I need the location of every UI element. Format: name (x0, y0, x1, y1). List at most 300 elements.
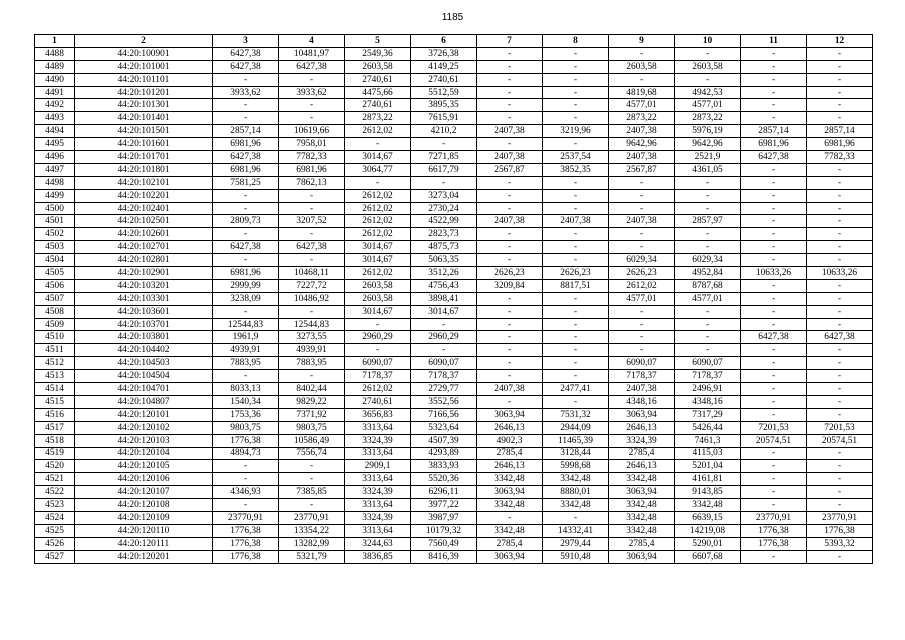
table-cell: 3014,67 (411, 305, 477, 318)
table-cell: 20574,51 (741, 434, 807, 447)
table-cell: 12544,83 (213, 318, 279, 331)
table-row (35, 550, 873, 563)
table-cell: - (477, 138, 543, 151)
table-cell: - (807, 473, 873, 486)
table-cell: 44:20:102201 (75, 189, 213, 202)
table-cell: - (345, 138, 411, 151)
table-row (35, 499, 873, 512)
table-cell: - (609, 47, 675, 60)
table-cell: - (609, 73, 675, 86)
table-cell: - (609, 318, 675, 331)
table-cell: - (543, 112, 609, 125)
table-cell: 2626,23 (609, 267, 675, 280)
table-cell: 6981,96 (741, 138, 807, 151)
table-cell: 4475,66 (345, 86, 411, 99)
table-cell: - (807, 99, 873, 112)
table-cell: 4526 (35, 537, 75, 550)
table-cell: 2407,38 (609, 215, 675, 228)
table-cell: - (675, 189, 741, 202)
table-cell: - (477, 189, 543, 202)
page-number: 1185 (441, 12, 464, 23)
table-cell: 2960,29 (345, 331, 411, 344)
table-cell: - (279, 189, 345, 202)
table-cell: 5520,36 (411, 473, 477, 486)
table-cell: 4939,91 (213, 344, 279, 357)
table-cell: 2823,73 (411, 228, 477, 241)
table-cell: 8402,44 (279, 383, 345, 396)
table-cell: 4515 (35, 395, 75, 408)
table-cell: 5998,68 (543, 460, 609, 473)
table-cell: 4502 (35, 228, 75, 241)
table-cell: 1776,38 (213, 524, 279, 537)
table-cell: - (807, 370, 873, 383)
table-cell: 4115,03 (675, 447, 741, 460)
table-row (35, 370, 873, 383)
column-header: 7 (477, 35, 543, 48)
table-cell: - (675, 318, 741, 331)
table-cell: 44:20:101701 (75, 151, 213, 164)
table-cell: 3128,44 (543, 447, 609, 460)
table-cell: 3552,56 (411, 395, 477, 408)
table-cell: - (411, 176, 477, 189)
table-cell: 6617,79 (411, 163, 477, 176)
table-cell: 7883,95 (279, 357, 345, 370)
table-cell: 5976,19 (675, 125, 741, 138)
table-cell: - (279, 460, 345, 473)
table-cell: 2740,61 (345, 99, 411, 112)
table-cell: 44:20:120103 (75, 434, 213, 447)
table-cell: 3313,64 (345, 473, 411, 486)
table-cell: - (741, 550, 807, 563)
table-cell: 44:20:102801 (75, 254, 213, 267)
table-cell: 44:20:101801 (75, 163, 213, 176)
table-cell: - (543, 176, 609, 189)
table-cell: 6981,96 (213, 267, 279, 280)
table-cell: - (543, 241, 609, 254)
table-row (35, 279, 873, 292)
table-cell: 2549,36 (345, 47, 411, 60)
table-cell: 4497 (35, 163, 75, 176)
table-cell: 4506 (35, 279, 75, 292)
table-cell: - (807, 112, 873, 125)
table-cell: 3512,26 (411, 267, 477, 280)
table-cell: 5063,35 (411, 254, 477, 267)
table-cell: 3064,77 (345, 163, 411, 176)
table-cell: 12544,83 (279, 318, 345, 331)
table-cell: 3342,48 (609, 473, 675, 486)
table-cell: - (675, 241, 741, 254)
table-row (35, 112, 873, 125)
table-cell: 6607,68 (675, 550, 741, 563)
table-cell: 4495 (35, 138, 75, 151)
table-cell: 2407,38 (477, 125, 543, 138)
table-cell: 4514 (35, 383, 75, 396)
table-cell: 2785,4 (609, 447, 675, 460)
table-cell: - (213, 202, 279, 215)
table-cell: 3898,41 (411, 292, 477, 305)
table-cell: 9803,75 (279, 421, 345, 434)
table-cell: - (543, 189, 609, 202)
table-cell: - (213, 254, 279, 267)
table-cell: 10633,26 (807, 267, 873, 280)
table-cell: - (741, 370, 807, 383)
table-cell: 3656,83 (345, 408, 411, 421)
table-cell: 1776,38 (741, 537, 807, 550)
table-cell: - (543, 292, 609, 305)
table-cell: 7178,37 (411, 370, 477, 383)
table-cell: 4522 (35, 486, 75, 499)
table-cell: - (741, 357, 807, 370)
table-cell: 3324,39 (345, 511, 411, 524)
table-row (35, 189, 873, 202)
table-cell: 4348,16 (609, 395, 675, 408)
table-row (35, 163, 873, 176)
table-cell: - (741, 86, 807, 99)
table-cell: 2785,4 (477, 447, 543, 460)
table-cell: 2626,23 (477, 267, 543, 280)
table-cell: 4902,3 (477, 434, 543, 447)
table-cell: 2857,14 (213, 125, 279, 138)
table-row (35, 241, 873, 254)
table-cell: - (279, 305, 345, 318)
table-cell: 4517 (35, 421, 75, 434)
table-cell: 4508 (35, 305, 75, 318)
table-cell: 6427,38 (741, 151, 807, 164)
table-cell: 1776,38 (807, 524, 873, 537)
column-header: 3 (213, 35, 279, 48)
table-cell: 3836,85 (345, 550, 411, 563)
table-cell: 6981,96 (213, 138, 279, 151)
table-cell: 2785,4 (609, 537, 675, 550)
table-cell: 10633,26 (741, 267, 807, 280)
table-cell: 2740,61 (411, 73, 477, 86)
table-cell: 44:20:101201 (75, 86, 213, 99)
column-header: 2 (75, 35, 213, 48)
table-cell: 3273,04 (411, 189, 477, 202)
table-cell: - (741, 176, 807, 189)
table-cell: 44:20:101101 (75, 73, 213, 86)
table-cell: 2567,87 (609, 163, 675, 176)
table-cell: 2612,02 (345, 189, 411, 202)
table-cell: 4507,39 (411, 434, 477, 447)
table-cell: 7581,25 (213, 176, 279, 189)
table-cell: 3273,55 (279, 331, 345, 344)
table-cell: 4894,73 (213, 447, 279, 460)
table-cell: 1776,38 (213, 537, 279, 550)
table-cell: - (279, 499, 345, 512)
table-cell: 44:20:103701 (75, 318, 213, 331)
table-cell: 4490 (35, 73, 75, 86)
table-cell: 2537,54 (543, 151, 609, 164)
table-cell: 4819,68 (609, 86, 675, 99)
table-cell: 7371,92 (279, 408, 345, 421)
table-cell: - (675, 47, 741, 60)
table-cell: - (807, 215, 873, 228)
table-cell: 2612,02 (345, 383, 411, 396)
table-cell: 2603,58 (345, 292, 411, 305)
table-cell: 7166,56 (411, 408, 477, 421)
table-cell: 2407,38 (609, 125, 675, 138)
table-cell: 2603,58 (675, 60, 741, 73)
table-cell: 4516 (35, 408, 75, 421)
table-cell: 3726,38 (411, 47, 477, 60)
table-cell: 10586,49 (279, 434, 345, 447)
table-row (35, 473, 873, 486)
table-row (35, 73, 873, 86)
table-cell: 10468,11 (279, 267, 345, 280)
table-cell: 3238,09 (213, 292, 279, 305)
table-cell: - (807, 202, 873, 215)
table-cell: - (279, 112, 345, 125)
table-cell: - (477, 241, 543, 254)
table-cell: 1753,36 (213, 408, 279, 421)
table-cell: 8880,01 (543, 486, 609, 499)
table-cell: 3313,64 (345, 447, 411, 460)
table-cell: - (807, 395, 873, 408)
table-cell: 4756,43 (411, 279, 477, 292)
table-cell: 4348,16 (675, 395, 741, 408)
table-cell: - (477, 176, 543, 189)
table-cell: 44:20:101001 (75, 60, 213, 73)
table-cell: 2785,4 (477, 537, 543, 550)
table-cell: 3313,64 (345, 421, 411, 434)
table-cell: - (675, 73, 741, 86)
table-cell: 44:20:102101 (75, 176, 213, 189)
table-cell: - (741, 305, 807, 318)
table-row (35, 47, 873, 60)
table-row (35, 408, 873, 421)
table-cell: - (741, 47, 807, 60)
table-cell: - (543, 47, 609, 60)
table-cell: 7201,53 (807, 421, 873, 434)
table-cell: - (279, 202, 345, 215)
table-cell: - (477, 344, 543, 357)
table-cell: 4505 (35, 267, 75, 280)
table-cell: 3342,48 (609, 524, 675, 537)
table-cell: 4577,01 (609, 99, 675, 112)
table-cell: 4346,93 (213, 486, 279, 499)
table-cell: - (609, 202, 675, 215)
table-cell: - (543, 344, 609, 357)
table-row (35, 292, 873, 305)
table-cell: 3342,48 (477, 473, 543, 486)
table-cell: 6090,07 (411, 357, 477, 370)
table-cell: 3207,52 (279, 215, 345, 228)
table-cell: 3014,67 (345, 254, 411, 267)
table-cell: - (477, 511, 543, 524)
table-cell: 2740,61 (345, 395, 411, 408)
table-cell: 5321,79 (279, 550, 345, 563)
table-cell: 4509 (35, 318, 75, 331)
table-cell: 2873,22 (675, 112, 741, 125)
table-cell: 14332,41 (543, 524, 609, 537)
table-cell: 20574,51 (807, 434, 873, 447)
table-cell: - (609, 331, 675, 344)
table-cell: - (675, 305, 741, 318)
table-cell: - (213, 99, 279, 112)
table-cell: 7862,13 (279, 176, 345, 189)
table-cell: 4521 (35, 473, 75, 486)
table-cell: 4496 (35, 151, 75, 164)
table-cell: 2603,58 (345, 60, 411, 73)
table-cell: - (741, 215, 807, 228)
table-cell: - (609, 305, 675, 318)
table-cell: 4149,25 (411, 60, 477, 73)
table-cell: - (609, 228, 675, 241)
table-cell: 44:20:102601 (75, 228, 213, 241)
table-cell: 6029,34 (609, 254, 675, 267)
table-cell: - (543, 202, 609, 215)
table-cell: 4293,89 (411, 447, 477, 460)
table-cell: 3063,94 (609, 550, 675, 563)
column-header: 9 (609, 35, 675, 48)
table-cell: 4527 (35, 550, 75, 563)
table-cell: 3933,62 (279, 86, 345, 99)
table-cell: 7461,3 (675, 434, 741, 447)
table-cell: 7531,32 (543, 408, 609, 421)
table-cell: - (807, 383, 873, 396)
table-cell: 4524 (35, 511, 75, 524)
table-cell: - (807, 241, 873, 254)
table-cell: 44:20:103201 (75, 279, 213, 292)
table-cell: - (345, 176, 411, 189)
table-cell: 1776,38 (213, 550, 279, 563)
table-cell: 44:20:104807 (75, 395, 213, 408)
column-header: 6 (411, 35, 477, 48)
table-cell: - (741, 189, 807, 202)
table-cell: 3852,35 (543, 163, 609, 176)
table-cell: - (741, 460, 807, 473)
table-cell: 7958,01 (279, 138, 345, 151)
table-cell: 23770,91 (741, 511, 807, 524)
table-cell: 44:20:120201 (75, 550, 213, 563)
table-row (35, 86, 873, 99)
table-cell: - (543, 86, 609, 99)
table-cell: - (675, 331, 741, 344)
table-cell: 4210,2 (411, 125, 477, 138)
table-cell: 6296,11 (411, 486, 477, 499)
table-cell: 2857,97 (675, 215, 741, 228)
table-cell: - (213, 499, 279, 512)
table-cell: 2612,02 (609, 279, 675, 292)
table-cell: 44:20:120111 (75, 537, 213, 550)
table-cell: - (543, 99, 609, 112)
table-cell: 3342,48 (543, 499, 609, 512)
table-cell: - (477, 254, 543, 267)
table-cell: 2979,44 (543, 537, 609, 550)
table-cell: 4577,01 (609, 292, 675, 305)
table-cell: 3342,48 (477, 499, 543, 512)
table-cell: - (279, 73, 345, 86)
table-cell: - (609, 176, 675, 189)
table-cell: 3063,94 (609, 486, 675, 499)
table-cell: - (741, 395, 807, 408)
table-cell: - (741, 383, 807, 396)
table-cell: - (807, 460, 873, 473)
table-cell: - (279, 99, 345, 112)
table-cell: - (213, 189, 279, 202)
table-cell: 3324,39 (345, 434, 411, 447)
table-cell: 44:20:101501 (75, 125, 213, 138)
table-cell: - (543, 370, 609, 383)
table-cell: 2960,29 (411, 331, 477, 344)
table-cell: 13282,99 (279, 537, 345, 550)
table-cell: - (807, 486, 873, 499)
table-cell: 3342,48 (609, 499, 675, 512)
table-cell: 2603,58 (345, 279, 411, 292)
table-cell: - (477, 202, 543, 215)
table-cell: - (807, 318, 873, 331)
table-cell: 1540,34 (213, 395, 279, 408)
header-row (35, 35, 873, 48)
table-cell: - (477, 112, 543, 125)
table-cell: 4522,99 (411, 215, 477, 228)
table-row (35, 215, 873, 228)
table-cell: 3987,97 (411, 511, 477, 524)
table-cell: 44:20:120101 (75, 408, 213, 421)
data-table (34, 34, 873, 564)
table-cell: 9642,96 (609, 138, 675, 151)
table-row (35, 60, 873, 73)
table-cell: 6090,07 (675, 357, 741, 370)
table-cell: - (807, 47, 873, 60)
table-cell: 5426,44 (675, 421, 741, 434)
table-cell: 4939,91 (279, 344, 345, 357)
table-cell: 7782,33 (279, 151, 345, 164)
table-cell: 4942,53 (675, 86, 741, 99)
table-cell: 2407,38 (609, 151, 675, 164)
table-cell: - (477, 292, 543, 305)
table-cell: - (675, 228, 741, 241)
table-cell: 2603,58 (609, 60, 675, 73)
table-cell: - (741, 318, 807, 331)
table-cell: - (741, 486, 807, 499)
table-cell: 3014,67 (345, 151, 411, 164)
table-cell: 4952,84 (675, 267, 741, 280)
table-cell: - (741, 163, 807, 176)
table-cell: 44:20:104701 (75, 383, 213, 396)
table-cell: 2944,09 (543, 421, 609, 434)
table-cell: 3895,35 (411, 99, 477, 112)
table-cell: - (741, 99, 807, 112)
table-cell: 44:20:101401 (75, 112, 213, 125)
table-cell: 44:20:120109 (75, 511, 213, 524)
table-cell: 4489 (35, 60, 75, 73)
table-cell: - (675, 202, 741, 215)
table-row (35, 357, 873, 370)
table-cell: 3313,64 (345, 524, 411, 537)
table-cell: 44:20:102501 (75, 215, 213, 228)
table-row (35, 460, 873, 473)
table-cell: 6427,38 (279, 60, 345, 73)
table-cell: - (345, 344, 411, 357)
table-cell: 4500 (35, 202, 75, 215)
table-body (35, 47, 873, 563)
table-cell: - (477, 395, 543, 408)
table-cell: 3977,22 (411, 499, 477, 512)
table-cell: 3324,39 (345, 486, 411, 499)
table-cell: 1961,9 (213, 331, 279, 344)
table-cell: 7615,91 (411, 112, 477, 125)
table-row (35, 267, 873, 280)
table-cell: - (741, 408, 807, 421)
table-cell: 2857,14 (807, 125, 873, 138)
column-header: 12 (807, 35, 873, 48)
table-cell: - (543, 395, 609, 408)
table-cell: 44:20:120110 (75, 524, 213, 537)
table-cell: 2873,22 (609, 112, 675, 125)
table-cell: - (345, 318, 411, 331)
